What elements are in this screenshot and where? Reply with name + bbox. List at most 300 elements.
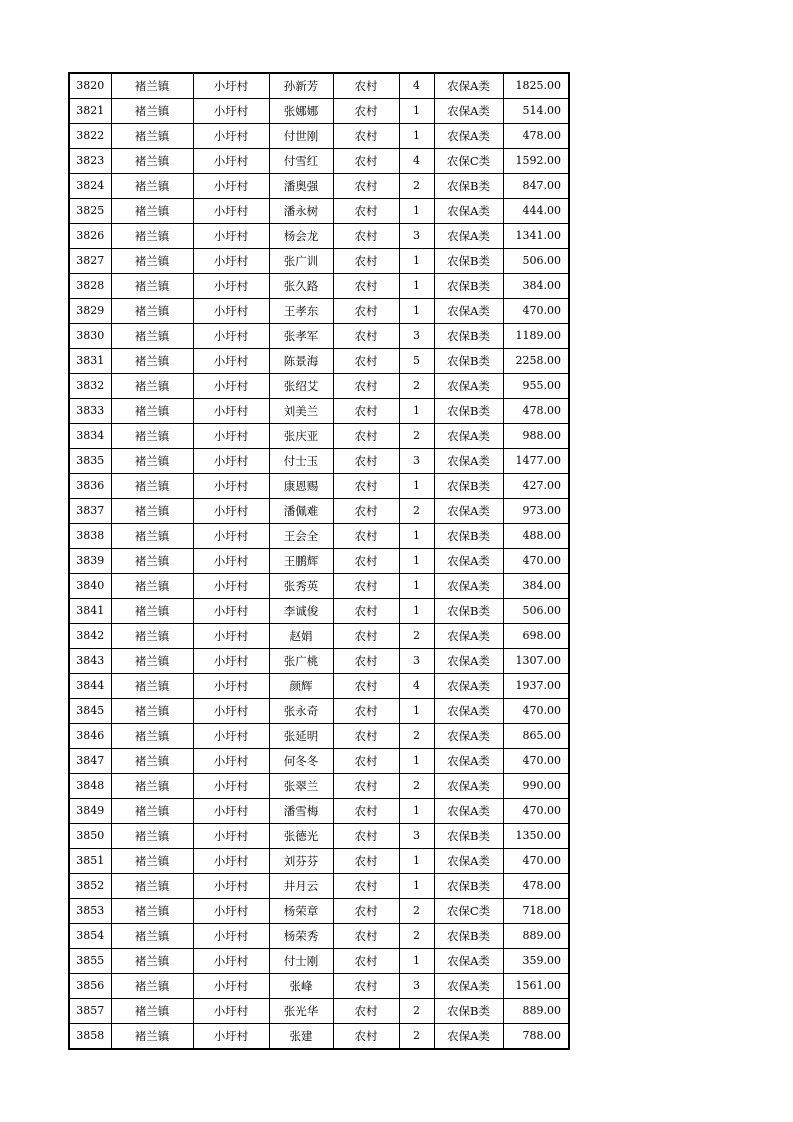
category-cell: 农保A类 xyxy=(434,949,503,974)
table-row xyxy=(69,599,569,624)
member-count-cell: 4 xyxy=(399,149,434,174)
name-cell: 杨荣章 xyxy=(269,899,333,924)
category-cell: 农保A类 xyxy=(434,124,503,149)
amount-cell: 1341.00 xyxy=(503,224,569,249)
category-cell: 农保B类 xyxy=(434,249,503,274)
member-count-cell: 1 xyxy=(399,474,434,499)
category-cell: 农保B类 xyxy=(434,324,503,349)
household-type-cell: 农村 xyxy=(333,999,399,1024)
category-cell: 农保B类 xyxy=(434,274,503,299)
row-number-cell: 3822 xyxy=(69,124,111,149)
table-row xyxy=(69,874,569,899)
member-count-cell: 1 xyxy=(399,249,434,274)
town-cell: 褚兰镇 xyxy=(111,999,193,1024)
name-cell: 颜辉 xyxy=(269,674,333,699)
category-cell: 农保B类 xyxy=(434,474,503,499)
household-type-cell: 农村 xyxy=(333,599,399,624)
table-row xyxy=(69,249,569,274)
household-type-cell: 农村 xyxy=(333,149,399,174)
category-cell: 农保A类 xyxy=(434,499,503,524)
name-cell: 付士刚 xyxy=(269,949,333,974)
village-cell: 小圩村 xyxy=(193,899,269,924)
amount-cell: 889.00 xyxy=(503,999,569,1024)
name-cell: 张广训 xyxy=(269,249,333,274)
household-type-cell: 农村 xyxy=(333,749,399,774)
household-type-cell: 农村 xyxy=(333,774,399,799)
village-cell: 小圩村 xyxy=(193,73,269,99)
row-number-cell: 3834 xyxy=(69,424,111,449)
row-number-cell: 3832 xyxy=(69,374,111,399)
member-count-cell: 1 xyxy=(399,399,434,424)
table-row xyxy=(69,424,569,449)
table-row xyxy=(69,674,569,699)
category-cell: 农保B类 xyxy=(434,524,503,549)
member-count-cell: 2 xyxy=(399,999,434,1024)
table-row xyxy=(69,724,569,749)
member-count-cell: 2 xyxy=(399,924,434,949)
town-cell: 褚兰镇 xyxy=(111,574,193,599)
name-cell: 陈景海 xyxy=(269,349,333,374)
village-cell: 小圩村 xyxy=(193,724,269,749)
category-cell: 农保A类 xyxy=(434,549,503,574)
table-row xyxy=(69,73,569,99)
town-cell: 褚兰镇 xyxy=(111,899,193,924)
village-cell: 小圩村 xyxy=(193,524,269,549)
name-cell: 付士玉 xyxy=(269,449,333,474)
household-type-cell: 农村 xyxy=(333,624,399,649)
town-cell: 褚兰镇 xyxy=(111,849,193,874)
name-cell: 付雪红 xyxy=(269,149,333,174)
village-cell: 小圩村 xyxy=(193,749,269,774)
row-number-cell: 3842 xyxy=(69,624,111,649)
category-cell: 农保A类 xyxy=(434,199,503,224)
village-cell: 小圩村 xyxy=(193,499,269,524)
row-number-cell: 3847 xyxy=(69,749,111,774)
amount-cell: 698.00 xyxy=(503,624,569,649)
table-row xyxy=(69,774,569,799)
row-number-cell: 3850 xyxy=(69,824,111,849)
amount-cell: 1477.00 xyxy=(503,449,569,474)
name-cell: 张翠兰 xyxy=(269,774,333,799)
town-cell: 褚兰镇 xyxy=(111,499,193,524)
category-cell: 农保A类 xyxy=(434,574,503,599)
member-count-cell: 2 xyxy=(399,624,434,649)
table-row xyxy=(69,99,569,124)
row-number-cell: 3823 xyxy=(69,149,111,174)
row-number-cell: 3837 xyxy=(69,499,111,524)
row-number-cell: 3846 xyxy=(69,724,111,749)
village-cell: 小圩村 xyxy=(193,124,269,149)
table-row xyxy=(69,149,569,174)
member-count-cell: 2 xyxy=(399,1024,434,1050)
village-cell: 小圩村 xyxy=(193,649,269,674)
category-cell: 农保B类 xyxy=(434,399,503,424)
row-number-cell: 3835 xyxy=(69,449,111,474)
amount-cell: 865.00 xyxy=(503,724,569,749)
village-cell: 小圩村 xyxy=(193,349,269,374)
town-cell: 褚兰镇 xyxy=(111,324,193,349)
town-cell: 褚兰镇 xyxy=(111,299,193,324)
household-type-cell: 农村 xyxy=(333,574,399,599)
amount-cell: 2258.00 xyxy=(503,349,569,374)
village-cell: 小圩村 xyxy=(193,949,269,974)
household-type-cell: 农村 xyxy=(333,499,399,524)
table-row xyxy=(69,1024,569,1050)
household-type-cell: 农村 xyxy=(333,324,399,349)
household-type-cell: 农村 xyxy=(333,874,399,899)
name-cell: 张广桃 xyxy=(269,649,333,674)
amount-cell: 514.00 xyxy=(503,99,569,124)
category-cell: 农保C类 xyxy=(434,149,503,174)
amount-cell: 788.00 xyxy=(503,1024,569,1050)
village-cell: 小圩村 xyxy=(193,174,269,199)
amount-cell: 384.00 xyxy=(503,574,569,599)
name-cell: 潘雪梅 xyxy=(269,799,333,824)
table-row xyxy=(69,924,569,949)
category-cell: 农保B类 xyxy=(434,174,503,199)
town-cell: 褚兰镇 xyxy=(111,624,193,649)
name-cell: 井月云 xyxy=(269,874,333,899)
category-cell: 农保B类 xyxy=(434,924,503,949)
member-count-cell: 1 xyxy=(399,299,434,324)
town-cell: 褚兰镇 xyxy=(111,424,193,449)
name-cell: 张庆亚 xyxy=(269,424,333,449)
row-number-cell: 3828 xyxy=(69,274,111,299)
table-row xyxy=(69,649,569,674)
household-type-cell: 农村 xyxy=(333,899,399,924)
row-number-cell: 3827 xyxy=(69,249,111,274)
town-cell: 褚兰镇 xyxy=(111,524,193,549)
amount-cell: 1937.00 xyxy=(503,674,569,699)
category-cell: 农保B类 xyxy=(434,874,503,899)
table-row xyxy=(69,299,569,324)
amount-cell: 506.00 xyxy=(503,599,569,624)
category-cell: 农保A类 xyxy=(434,624,503,649)
amount-cell: 506.00 xyxy=(503,249,569,274)
table-row xyxy=(69,224,569,249)
town-cell: 褚兰镇 xyxy=(111,274,193,299)
amount-cell: 470.00 xyxy=(503,799,569,824)
town-cell: 褚兰镇 xyxy=(111,824,193,849)
category-cell: 农保C类 xyxy=(434,899,503,924)
village-cell: 小圩村 xyxy=(193,224,269,249)
table-row xyxy=(69,274,569,299)
town-cell: 褚兰镇 xyxy=(111,599,193,624)
town-cell: 褚兰镇 xyxy=(111,174,193,199)
town-cell: 褚兰镇 xyxy=(111,199,193,224)
category-cell: 农保A类 xyxy=(434,1024,503,1050)
table-row xyxy=(69,199,569,224)
name-cell: 杨荣秀 xyxy=(269,924,333,949)
town-cell: 褚兰镇 xyxy=(111,349,193,374)
member-count-cell: 3 xyxy=(399,224,434,249)
member-count-cell: 2 xyxy=(399,724,434,749)
household-type-cell: 农村 xyxy=(333,274,399,299)
name-cell: 潘佩难 xyxy=(269,499,333,524)
town-cell: 褚兰镇 xyxy=(111,924,193,949)
table-row xyxy=(69,449,569,474)
town-cell: 褚兰镇 xyxy=(111,674,193,699)
household-type-cell: 农村 xyxy=(333,724,399,749)
category-cell: 农保A类 xyxy=(434,774,503,799)
category-cell: 农保A类 xyxy=(434,724,503,749)
category-cell: 农保A类 xyxy=(434,424,503,449)
village-cell: 小圩村 xyxy=(193,199,269,224)
household-type-cell: 农村 xyxy=(333,1024,399,1050)
village-cell: 小圩村 xyxy=(193,824,269,849)
household-type-cell: 农村 xyxy=(333,674,399,699)
village-cell: 小圩村 xyxy=(193,299,269,324)
household-type-cell: 农村 xyxy=(333,649,399,674)
household-type-cell: 农村 xyxy=(333,549,399,574)
name-cell: 王鹏辉 xyxy=(269,549,333,574)
amount-cell: 1561.00 xyxy=(503,974,569,999)
amount-cell: 973.00 xyxy=(503,499,569,524)
category-cell: 农保A类 xyxy=(434,224,503,249)
amount-cell: 427.00 xyxy=(503,474,569,499)
name-cell: 王孝东 xyxy=(269,299,333,324)
row-number-cell: 3825 xyxy=(69,199,111,224)
household-type-cell: 农村 xyxy=(333,199,399,224)
name-cell: 潘奥强 xyxy=(269,174,333,199)
village-cell: 小圩村 xyxy=(193,624,269,649)
table-row xyxy=(69,399,569,424)
village-cell: 小圩村 xyxy=(193,449,269,474)
member-count-cell: 3 xyxy=(399,824,434,849)
table-row xyxy=(69,824,569,849)
town-cell: 褚兰镇 xyxy=(111,99,193,124)
category-cell: 农保A类 xyxy=(434,299,503,324)
name-cell: 付世刚 xyxy=(269,124,333,149)
row-number-cell: 3856 xyxy=(69,974,111,999)
member-count-cell: 1 xyxy=(399,549,434,574)
town-cell: 褚兰镇 xyxy=(111,749,193,774)
member-count-cell: 3 xyxy=(399,649,434,674)
town-cell: 褚兰镇 xyxy=(111,249,193,274)
name-cell: 张秀英 xyxy=(269,574,333,599)
row-number-cell: 3848 xyxy=(69,774,111,799)
category-cell: 农保B类 xyxy=(434,824,503,849)
village-cell: 小圩村 xyxy=(193,99,269,124)
household-type-cell: 农村 xyxy=(333,449,399,474)
village-cell: 小圩村 xyxy=(193,324,269,349)
member-count-cell: 4 xyxy=(399,674,434,699)
category-cell: 农保A类 xyxy=(434,649,503,674)
table-row xyxy=(69,549,569,574)
member-count-cell: 3 xyxy=(399,974,434,999)
name-cell: 张光华 xyxy=(269,999,333,1024)
village-cell: 小圩村 xyxy=(193,474,269,499)
member-count-cell: 1 xyxy=(399,274,434,299)
member-count-cell: 1 xyxy=(399,574,434,599)
category-cell: 农保A类 xyxy=(434,749,503,774)
household-type-cell: 农村 xyxy=(333,399,399,424)
table-row xyxy=(69,124,569,149)
name-cell: 张德光 xyxy=(269,824,333,849)
category-cell: 农保A类 xyxy=(434,449,503,474)
town-cell: 褚兰镇 xyxy=(111,974,193,999)
member-count-cell: 1 xyxy=(399,949,434,974)
household-type-cell: 农村 xyxy=(333,474,399,499)
town-cell: 褚兰镇 xyxy=(111,224,193,249)
row-number-cell: 3852 xyxy=(69,874,111,899)
town-cell: 褚兰镇 xyxy=(111,399,193,424)
table-row xyxy=(69,474,569,499)
amount-cell: 478.00 xyxy=(503,124,569,149)
amount-cell: 990.00 xyxy=(503,774,569,799)
name-cell: 康恩赐 xyxy=(269,474,333,499)
table-row xyxy=(69,699,569,724)
category-cell: 农保A类 xyxy=(434,674,503,699)
member-count-cell: 1 xyxy=(399,849,434,874)
member-count-cell: 2 xyxy=(399,374,434,399)
amount-cell: 478.00 xyxy=(503,399,569,424)
row-number-cell: 3836 xyxy=(69,474,111,499)
member-count-cell: 2 xyxy=(399,424,434,449)
category-cell: 农保A类 xyxy=(434,73,503,99)
member-count-cell: 5 xyxy=(399,349,434,374)
member-count-cell: 1 xyxy=(399,749,434,774)
name-cell: 杨会龙 xyxy=(269,224,333,249)
amount-cell: 470.00 xyxy=(503,699,569,724)
subsidy-table xyxy=(68,72,570,1050)
village-cell: 小圩村 xyxy=(193,249,269,274)
town-cell: 褚兰镇 xyxy=(111,874,193,899)
amount-cell: 470.00 xyxy=(503,299,569,324)
row-number-cell: 3843 xyxy=(69,649,111,674)
row-number-cell: 3829 xyxy=(69,299,111,324)
row-number-cell: 3839 xyxy=(69,549,111,574)
name-cell: 张娜娜 xyxy=(269,99,333,124)
row-number-cell: 3824 xyxy=(69,174,111,199)
amount-cell: 955.00 xyxy=(503,374,569,399)
table-row xyxy=(69,349,569,374)
town-cell: 褚兰镇 xyxy=(111,799,193,824)
village-cell: 小圩村 xyxy=(193,999,269,1024)
amount-cell: 1825.00 xyxy=(503,73,569,99)
category-cell: 农保A类 xyxy=(434,799,503,824)
amount-cell: 1350.00 xyxy=(503,824,569,849)
household-type-cell: 农村 xyxy=(333,424,399,449)
member-count-cell: 3 xyxy=(399,324,434,349)
name-cell: 张永奇 xyxy=(269,699,333,724)
category-cell: 农保A类 xyxy=(434,374,503,399)
amount-cell: 1307.00 xyxy=(503,649,569,674)
category-cell: 农保B类 xyxy=(434,349,503,374)
village-cell: 小圩村 xyxy=(193,1024,269,1050)
category-cell: 农保B类 xyxy=(434,999,503,1024)
household-type-cell: 农村 xyxy=(333,349,399,374)
village-cell: 小圩村 xyxy=(193,549,269,574)
row-number-cell: 3857 xyxy=(69,999,111,1024)
member-count-cell: 1 xyxy=(399,124,434,149)
name-cell: 刘芬芬 xyxy=(269,849,333,874)
row-number-cell: 3851 xyxy=(69,849,111,874)
category-cell: 农保A类 xyxy=(434,699,503,724)
town-cell: 褚兰镇 xyxy=(111,1024,193,1050)
amount-cell: 470.00 xyxy=(503,849,569,874)
village-cell: 小圩村 xyxy=(193,699,269,724)
table-row xyxy=(69,749,569,774)
household-type-cell: 农村 xyxy=(333,924,399,949)
name-cell: 张建 xyxy=(269,1024,333,1050)
category-cell: 农保B类 xyxy=(434,599,503,624)
table-row xyxy=(69,849,569,874)
table-row xyxy=(69,174,569,199)
row-number-cell: 3854 xyxy=(69,924,111,949)
amount-cell: 444.00 xyxy=(503,199,569,224)
member-count-cell: 2 xyxy=(399,174,434,199)
household-type-cell: 农村 xyxy=(333,99,399,124)
table-row xyxy=(69,624,569,649)
amount-cell: 718.00 xyxy=(503,899,569,924)
member-count-cell: 2 xyxy=(399,499,434,524)
row-number-cell: 3855 xyxy=(69,949,111,974)
town-cell: 褚兰镇 xyxy=(111,699,193,724)
row-number-cell: 3820 xyxy=(69,73,111,99)
row-number-cell: 3858 xyxy=(69,1024,111,1050)
row-number-cell: 3838 xyxy=(69,524,111,549)
row-number-cell: 3830 xyxy=(69,324,111,349)
household-type-cell: 农村 xyxy=(333,799,399,824)
amount-cell: 470.00 xyxy=(503,549,569,574)
name-cell: 孙新芳 xyxy=(269,73,333,99)
town-cell: 褚兰镇 xyxy=(111,724,193,749)
row-number-cell: 3845 xyxy=(69,699,111,724)
row-number-cell: 3826 xyxy=(69,224,111,249)
table-row xyxy=(69,499,569,524)
village-cell: 小圩村 xyxy=(193,799,269,824)
village-cell: 小圩村 xyxy=(193,774,269,799)
household-type-cell: 农村 xyxy=(333,73,399,99)
category-cell: 农保A类 xyxy=(434,99,503,124)
name-cell: 何冬冬 xyxy=(269,749,333,774)
village-cell: 小圩村 xyxy=(193,974,269,999)
table-row xyxy=(69,574,569,599)
town-cell: 褚兰镇 xyxy=(111,73,193,99)
row-number-cell: 3833 xyxy=(69,399,111,424)
village-cell: 小圩村 xyxy=(193,374,269,399)
table-body xyxy=(69,73,569,1049)
table-row xyxy=(69,974,569,999)
household-type-cell: 农村 xyxy=(333,299,399,324)
household-type-cell: 农村 xyxy=(333,374,399,399)
table-row xyxy=(69,899,569,924)
row-number-cell: 3849 xyxy=(69,799,111,824)
name-cell: 刘美兰 xyxy=(269,399,333,424)
village-cell: 小圩村 xyxy=(193,599,269,624)
household-type-cell: 农村 xyxy=(333,124,399,149)
town-cell: 褚兰镇 xyxy=(111,949,193,974)
household-type-cell: 农村 xyxy=(333,824,399,849)
town-cell: 褚兰镇 xyxy=(111,549,193,574)
town-cell: 褚兰镇 xyxy=(111,149,193,174)
table-row xyxy=(69,324,569,349)
town-cell: 褚兰镇 xyxy=(111,374,193,399)
member-count-cell: 2 xyxy=(399,774,434,799)
town-cell: 褚兰镇 xyxy=(111,649,193,674)
amount-cell: 1592.00 xyxy=(503,149,569,174)
village-cell: 小圩村 xyxy=(193,399,269,424)
table-row xyxy=(69,799,569,824)
table-row xyxy=(69,524,569,549)
member-count-cell: 1 xyxy=(399,874,434,899)
amount-cell: 359.00 xyxy=(503,949,569,974)
table-row xyxy=(69,999,569,1024)
name-cell: 潘永树 xyxy=(269,199,333,224)
member-count-cell: 2 xyxy=(399,899,434,924)
household-type-cell: 农村 xyxy=(333,974,399,999)
